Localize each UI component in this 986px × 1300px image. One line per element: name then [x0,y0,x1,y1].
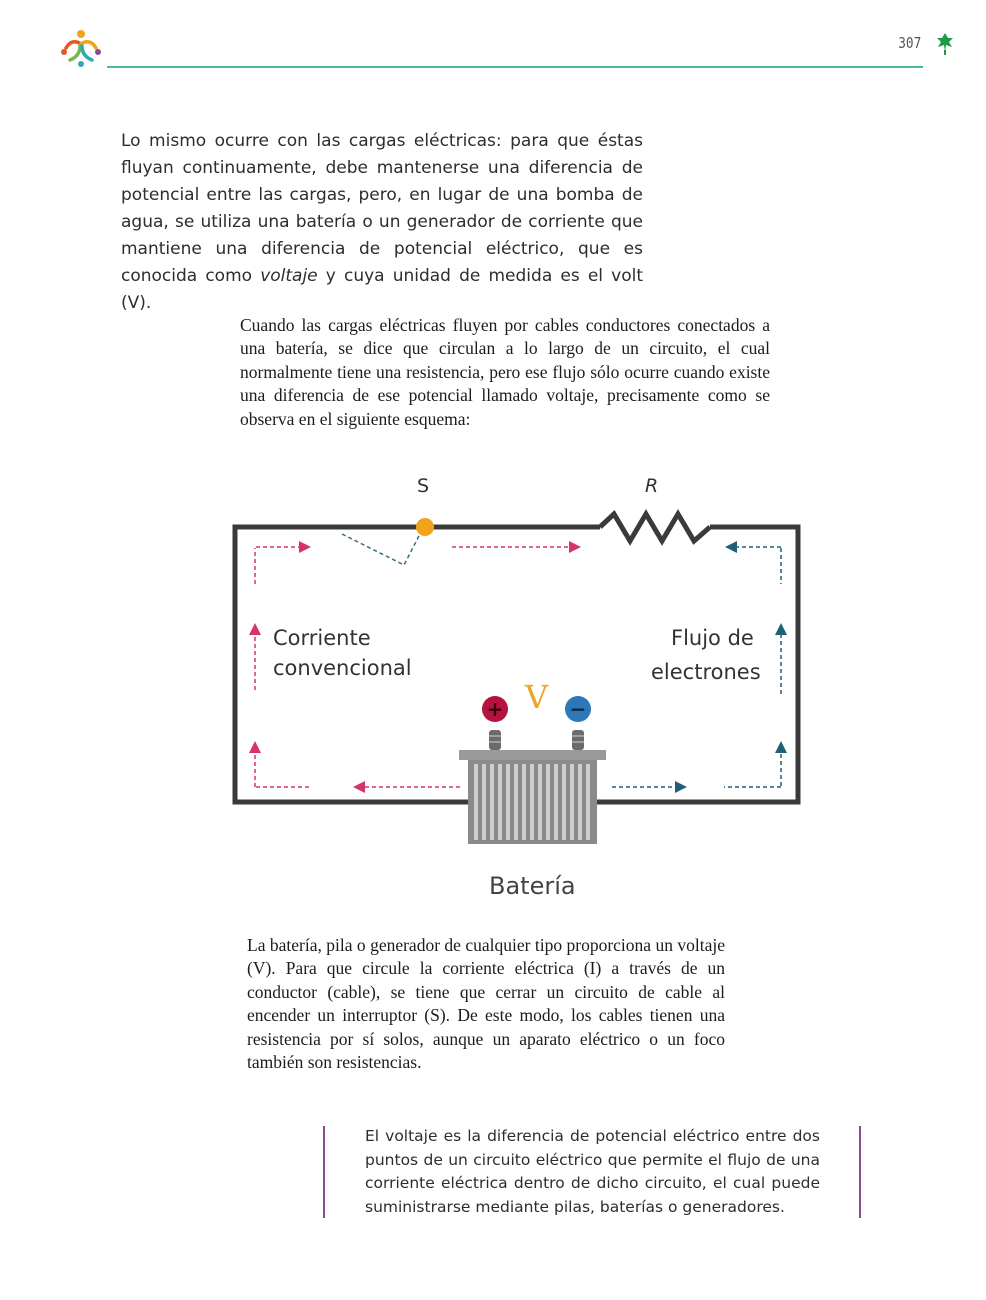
switch-lever [342,530,422,565]
switch-icon [416,518,434,536]
paragraph-intro-part1: Lo mismo ocurre con las cargas eléctricas: para que éstas fluyan continuamente, debe mantenerse una diferencia de potencial entre las cargas, pero, en lugar de una bomba de agua, se utiliza una batería o un generador de corriente que mantiene una diferencia de potencial eléctrico, que es conocida como [121,131,643,286]
conventional-current-label-line2: convencional [273,656,412,680]
paragraph-intro-part2: y cuya unidad de medida es el volt (V). [121,266,643,313]
logo-icon [58,26,104,74]
note-bar-right [859,1126,861,1218]
electron-flow-label-line1: Flujo de [671,626,754,650]
header-divider [107,66,923,68]
conventional-current-label-line1: Corriente [273,626,371,650]
switch-label: S [417,475,430,497]
page-number: 307 [898,34,922,52]
battery-label: Batería [489,872,576,900]
voltage-label: V [525,678,549,716]
positive-symbol: + [486,697,504,721]
negative-symbol: − [569,697,587,721]
voltaje-emphasis: voltaje [260,266,318,286]
paragraph-circuit: Cuando las cargas eléctricas fluyen por cables conductores conectados a una batería, se dice que circulan a lo largo de un circuito, el cual normalmente tiene una resistencia, pero ese flujo sólo ocurre cuando existe una diferencia de ese potencial llamado voltaje, precisamente como se observa en el siguiente esquema: [240,315,770,429]
battery-icon [459,730,606,844]
resistor-label: R [645,475,659,497]
voltage-definition-note: El voltaje es la diferencia de potencial eléctrico entre dos puntos de un circuito eléctrico que permite el flujo de una corriente eléctrica dentro de dicho circuito, el cual puede suministrarse mediante pilas, baterías o generadores. [365,1127,820,1216]
note-bar-left [323,1126,325,1218]
paragraph-intro [121,128,643,317]
electron-flow-label-line2: electrones [651,660,761,684]
paragraph-battery: La batería, pila o generador de cualquier tipo proporciona un voltaje (V). Para que circule la corriente eléctrica (I) a través de un conductor (cable), se tiene que cerrar un circuito de cable al encender un interruptor (S). De este modo, los cables tienen una resistencia por sí solos, aunque un aparato eléctrico o un foco también son resistencias. [247,935,725,1073]
leaf-icon [935,32,955,60]
